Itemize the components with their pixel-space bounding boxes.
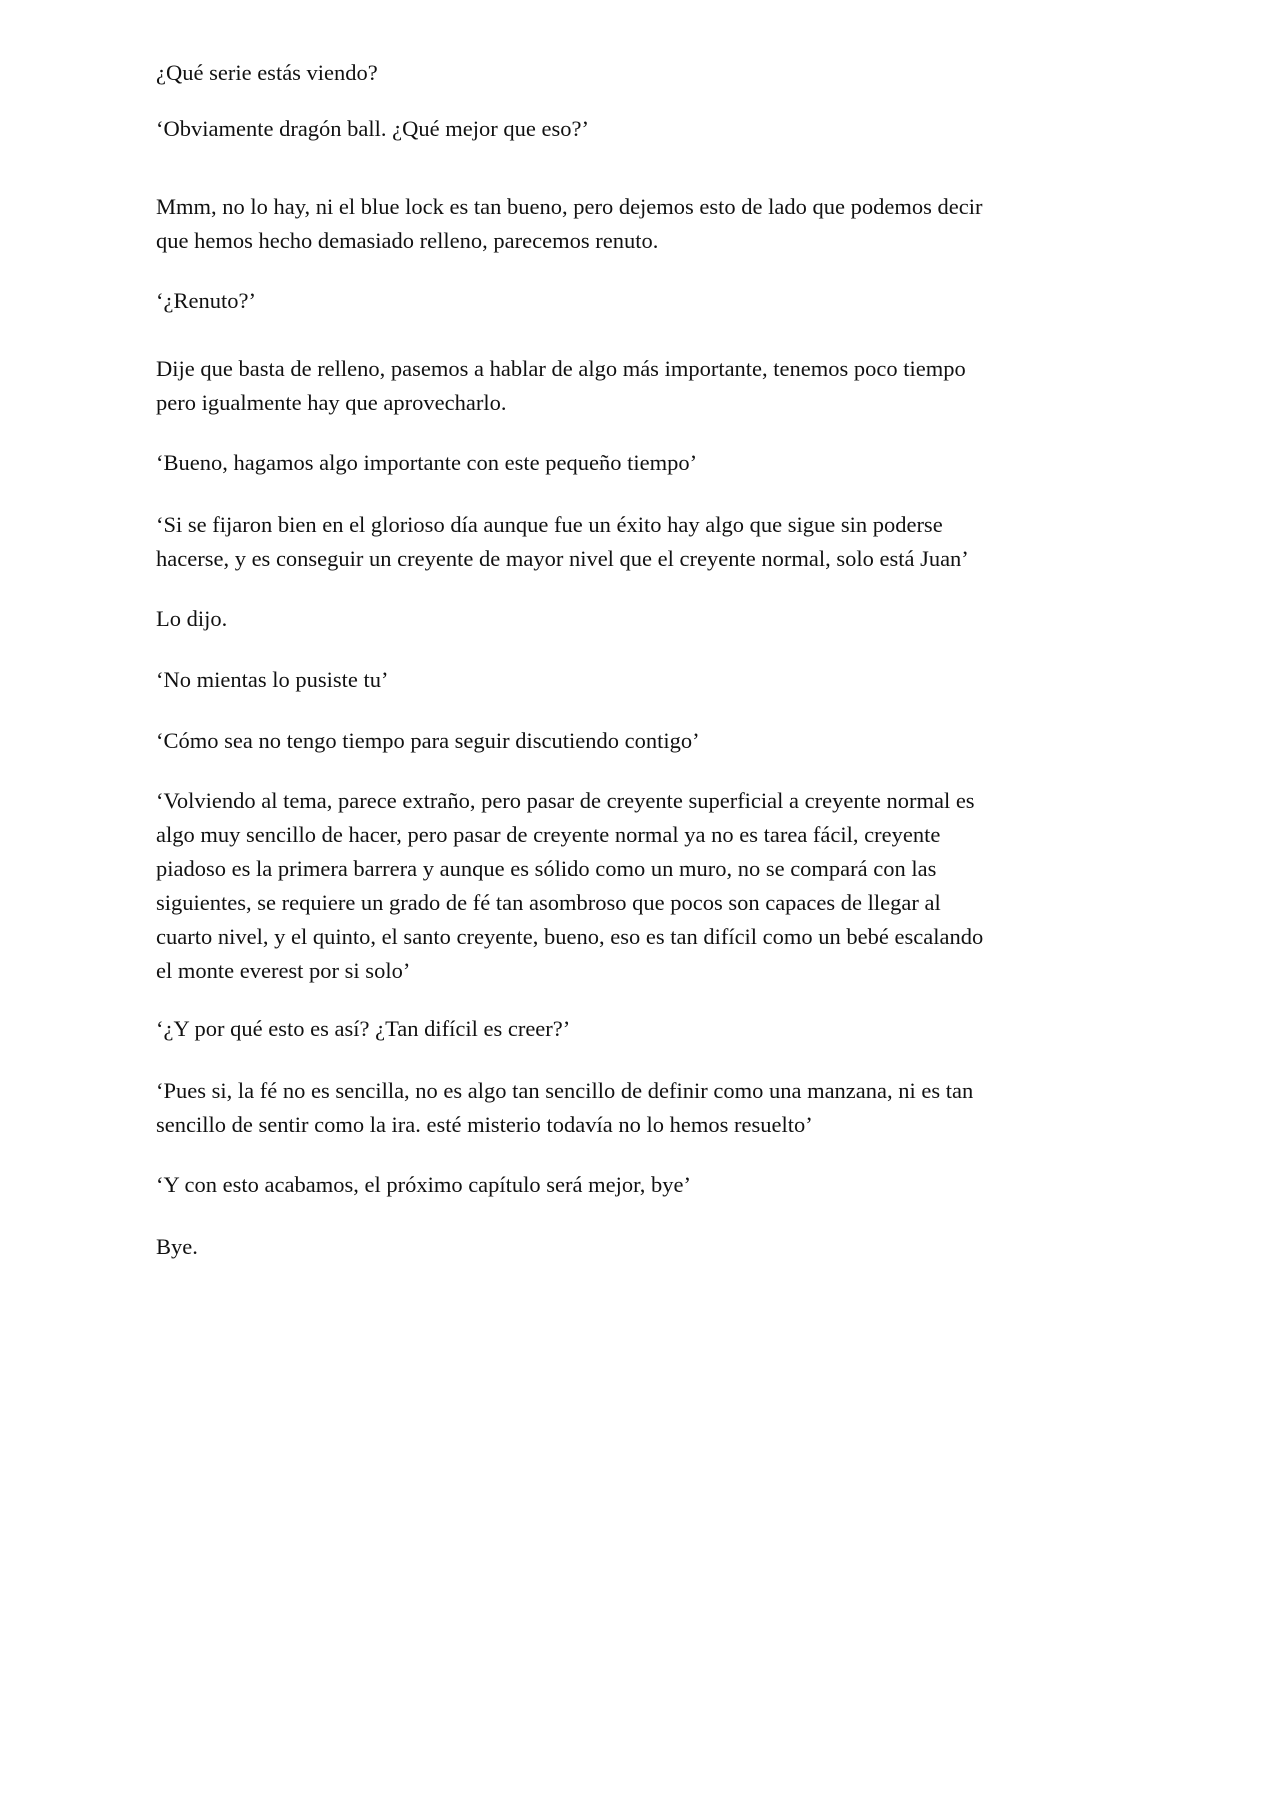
paragraph bbox=[156, 56, 1116, 90]
text-line: ‘¿Renuto?’ bbox=[156, 288, 256, 313]
text-line: pero igualmente hay que aprovecharlo. bbox=[156, 390, 507, 415]
paragraph bbox=[156, 1074, 1116, 1142]
text-line: ‘Pues si, la fé no es sencilla, no es algo tan sencillo de definir como una manzana, ni es tan bbox=[156, 1078, 974, 1103]
text-line: piadoso es la primera barrera y aunque es sólido como un muro, no se compará con las bbox=[156, 856, 937, 881]
paragraph bbox=[156, 352, 1116, 420]
paragraph bbox=[156, 784, 1116, 988]
text-line: ¿Qué serie estás viendo? bbox=[156, 60, 378, 85]
paragraph bbox=[156, 1012, 1116, 1046]
text-line: que hemos hecho demasiado relleno, parecemos renuto. bbox=[156, 228, 659, 253]
text-line: ‘No mientas lo pusiste tu’ bbox=[156, 667, 389, 692]
paragraph bbox=[156, 112, 1116, 146]
paragraph bbox=[156, 663, 1116, 697]
text-line: ‘Y con esto acabamos, el próximo capítulo será mejor, bye’ bbox=[156, 1172, 691, 1197]
text-line: Bye. bbox=[156, 1234, 198, 1259]
text-line: Lo dijo. bbox=[156, 606, 228, 631]
text-line: siguientes, se requiere un grado de fé tan asombroso que pocos son capaces de llegar al bbox=[156, 890, 941, 915]
paragraph bbox=[156, 190, 1116, 258]
text-line: ‘¿Y por qué esto es así? ¿Tan difícil es creer?’ bbox=[156, 1016, 571, 1041]
text-line: ‘Bueno, hagamos algo importante con este pequeño tiempo’ bbox=[156, 450, 698, 475]
text-line: ‘Si se fijaron bien en el glorioso día aunque fue un éxito hay algo que sigue sin poderse bbox=[156, 512, 943, 537]
paragraph bbox=[156, 1230, 1116, 1264]
paragraph bbox=[156, 602, 1116, 636]
text-line: Mmm, no lo hay, ni el blue lock es tan bueno, pero dejemos esto de lado que podemos decir bbox=[156, 194, 983, 219]
text-line: Dije que basta de relleno, pasemos a hablar de algo más importante, tenemos poco tiempo bbox=[156, 356, 966, 381]
text-line: cuarto nivel, y el quinto, el santo creyente, bueno, eso es tan difícil como un bebé escalando bbox=[156, 924, 984, 949]
paragraph bbox=[156, 284, 1116, 318]
text-line: hacerse, y es conseguir un creyente de mayor nivel que el creyente normal, solo está Juan’ bbox=[156, 546, 969, 571]
paragraph bbox=[156, 508, 1116, 576]
text-line: ‘Obviamente dragón ball. ¿Qué mejor que eso?’ bbox=[156, 116, 589, 141]
text-line: el monte everest por si solo’ bbox=[156, 958, 411, 983]
paragraph bbox=[156, 724, 1116, 758]
text-line: sencillo de sentir como la ira. esté misterio todavía no lo hemos resuelto’ bbox=[156, 1112, 813, 1137]
text-line: algo muy sencillo de hacer, pero pasar de creyente normal ya no es tarea fácil, creyente bbox=[156, 822, 941, 847]
paragraph bbox=[156, 1168, 1116, 1202]
paragraph bbox=[156, 446, 1116, 480]
text-line: ‘Volviendo al tema, parece extraño, pero pasar de creyente superficial a creyente normal es bbox=[156, 788, 975, 813]
text-line: ‘Cómo sea no tengo tiempo para seguir discutiendo contigo’ bbox=[156, 728, 700, 753]
